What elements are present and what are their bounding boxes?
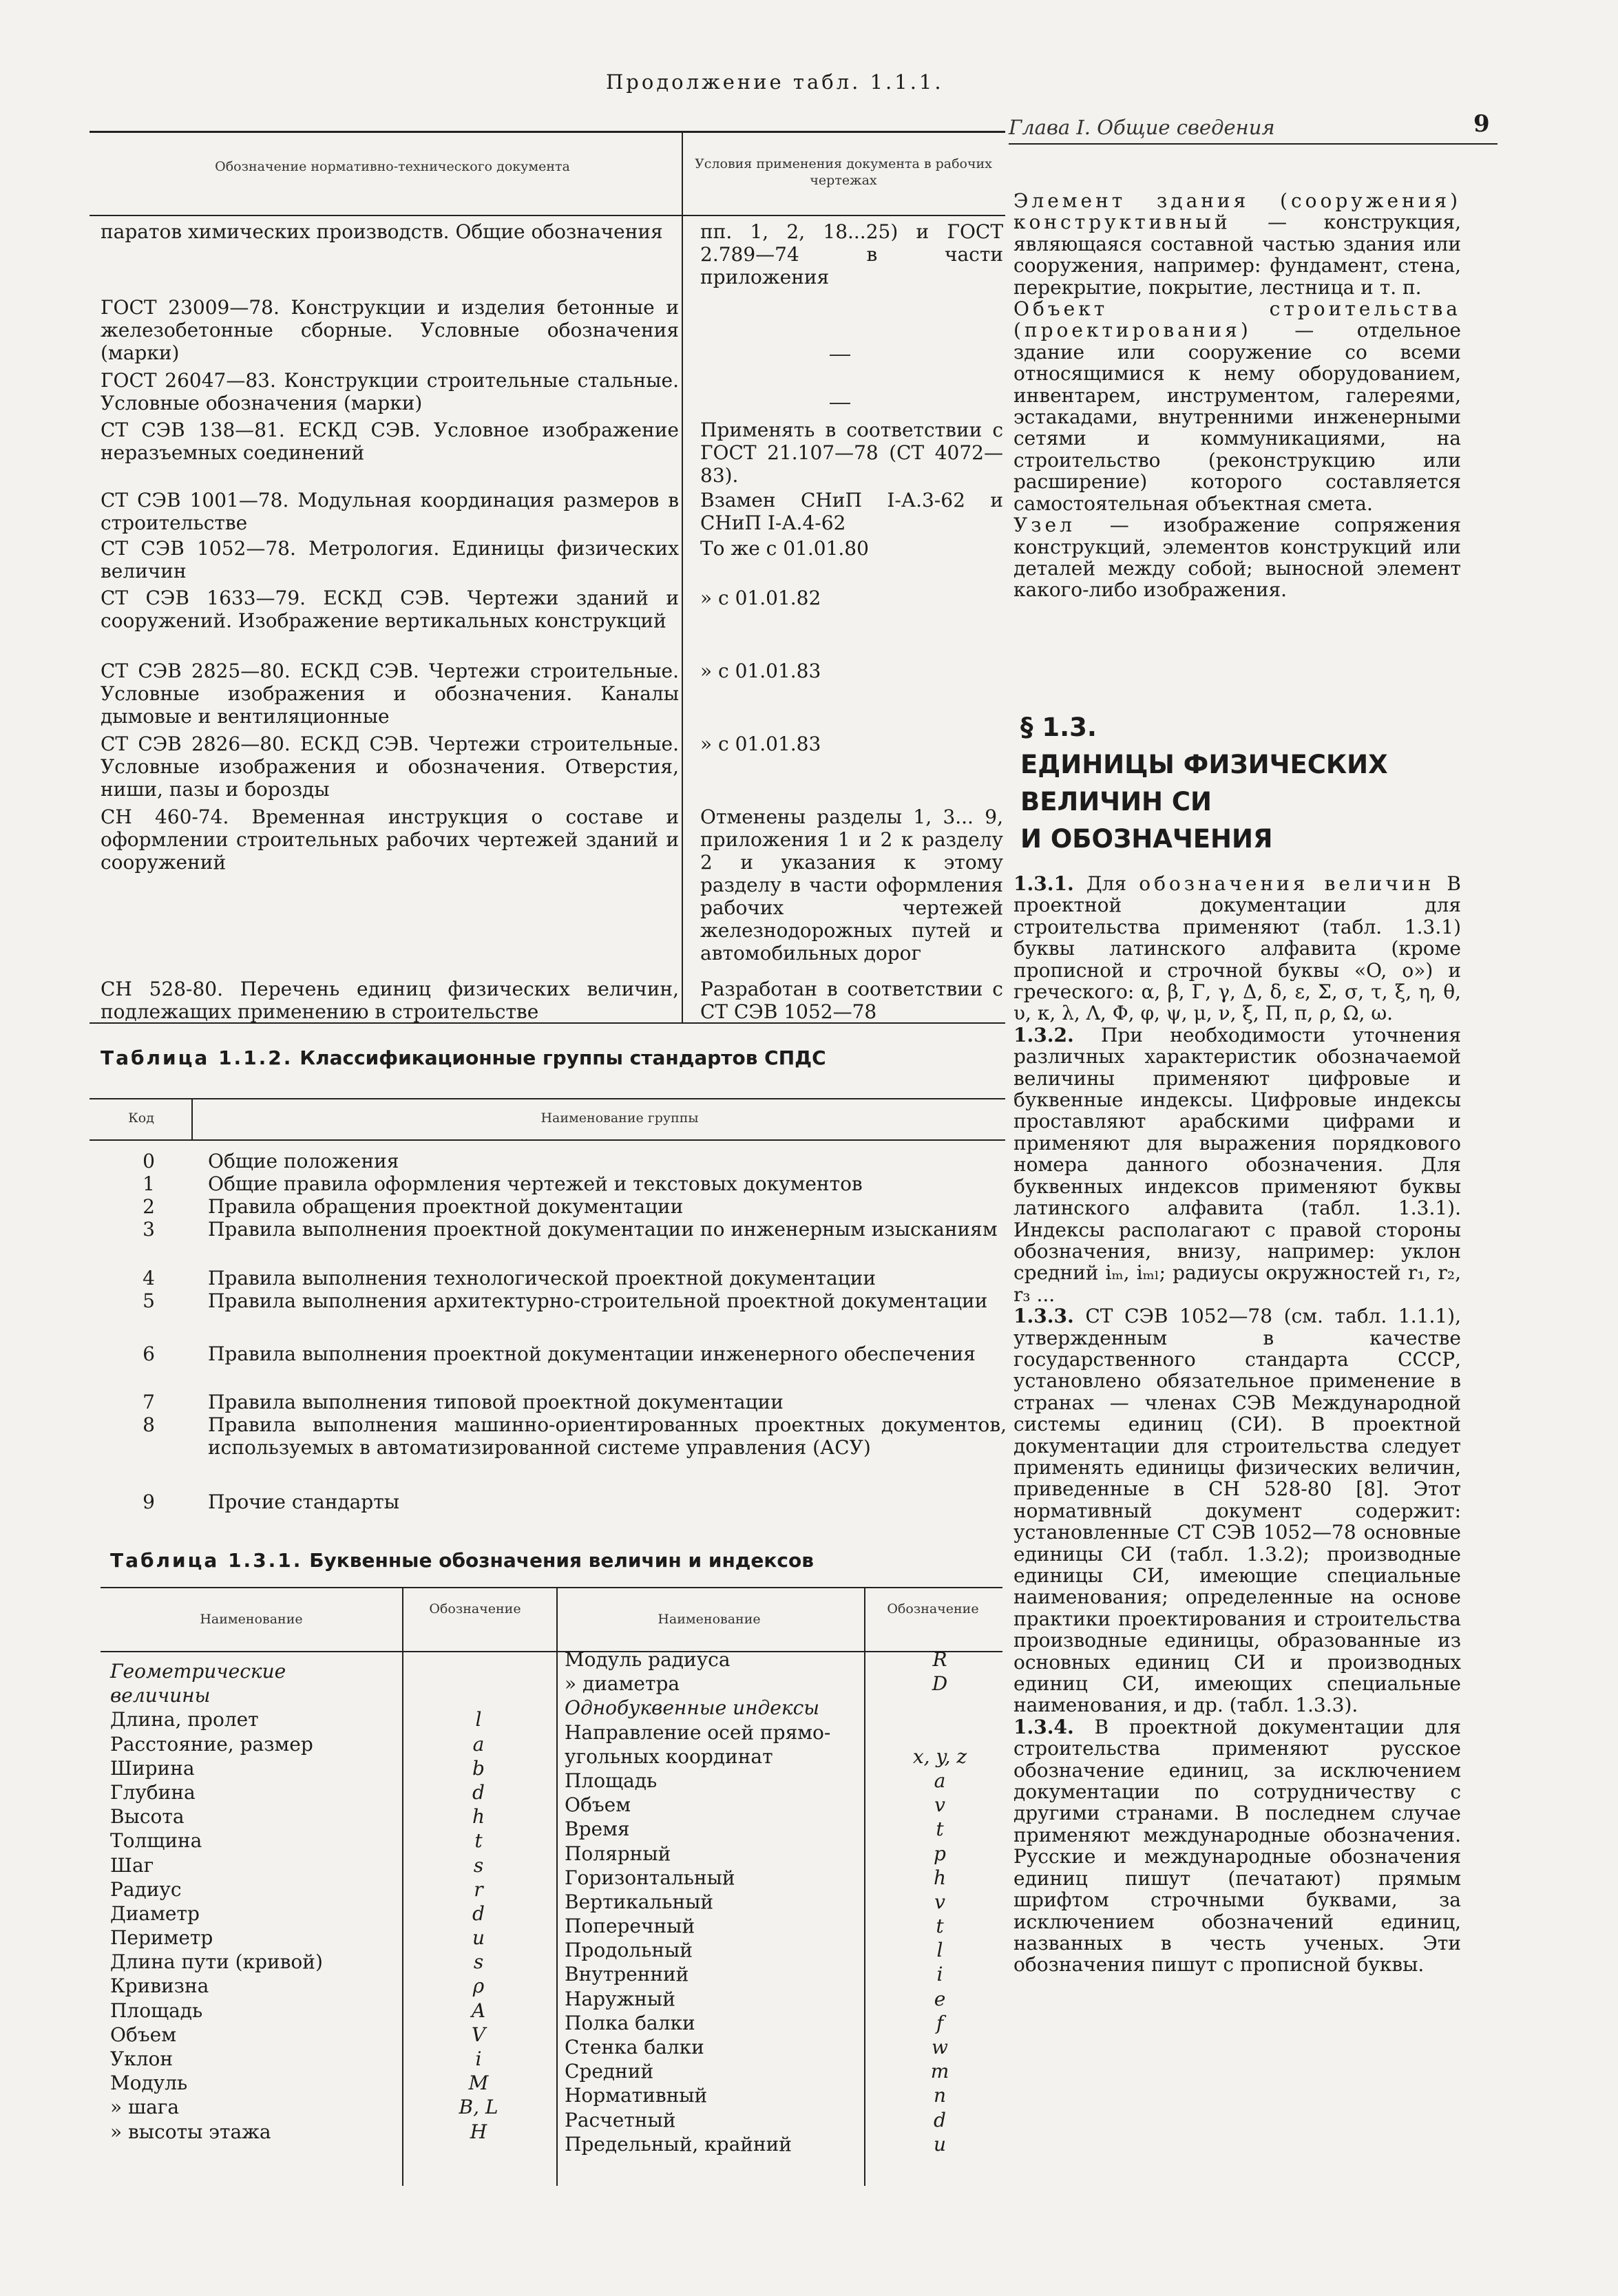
quantity-symbol: d	[472, 1902, 485, 1925]
table-1-1-2-caption	[101, 1046, 826, 1069]
table-top-rule	[90, 131, 1005, 133]
quantity-name: угольных координат	[565, 1745, 773, 1768]
table-row-dash	[830, 403, 850, 404]
table-right-symbols-column	[895, 1647, 985, 2156]
quantity-symbol: d	[472, 1780, 485, 1804]
table-row-doc: ГОСТ 26047—83. Конструкции строительные стальные. Условные обозначения (марки)	[101, 369, 679, 414]
table-column-divider	[556, 1587, 558, 2186]
quantity-name: Длина пути (кривой)	[110, 1950, 323, 1974]
quantity-name: Средний	[565, 2060, 654, 2083]
section-number: § 1.3.	[1020, 713, 1097, 742]
quantity-name: Однобуквенные индексы	[565, 1696, 820, 1720]
group-code: 1	[143, 1172, 155, 1195]
table-row-condition: » с 01.01.82	[700, 587, 821, 609]
quantity-symbol: f	[936, 2011, 944, 2034]
table-row-condition: То же с 01.01.80	[700, 537, 869, 560]
quantity-symbol: p	[934, 1842, 946, 1865]
quantity-symbol: m	[930, 2060, 949, 2083]
table-col1-header: Код	[128, 1110, 154, 1126]
table-col1-header: Обозначение нормативно-технического документа	[215, 159, 570, 174]
table-header-symbol: Обозначение	[887, 1601, 979, 1616]
table-row-doc: СТ СЭВ 138—81. ЕСКД СЭВ. Условное изображение неразъемных соединений	[101, 419, 679, 464]
group-code: 0	[143, 1150, 155, 1172]
quantity-name: Время	[565, 1818, 630, 1841]
group-code: 4	[143, 1267, 155, 1289]
quantity-symbol	[895, 1696, 985, 1720]
quantity-name: Геометрические	[110, 1660, 286, 1683]
quantity-symbol: b	[472, 1756, 485, 1780]
quantity-name: Кривизна	[110, 1974, 209, 1998]
quantity-symbol	[441, 1659, 516, 1683]
caption-text: Буквенные обозначения величин и индексов	[309, 1549, 814, 1572]
group-name: Правила выполнения архитектурно-строительной проектной документации	[208, 1289, 988, 1312]
table-column-divider	[402, 1587, 403, 2186]
quantity-name: Длина, пролет	[110, 1708, 259, 1731]
quantity-name: » высоты этажа	[110, 2120, 271, 2143]
table-row-condition: пп. 1, 2, 18...25) и ГОСТ 2.789—74 в части приложения	[700, 220, 1003, 288]
quantity-name: Вертикальный	[565, 1890, 714, 1913]
caption-text: Классификационные группы стандартов СПДС	[300, 1046, 826, 1069]
quantity-name: Периметр	[110, 1926, 213, 1950]
def-term: Элемент здания (сооружения) конструктивный	[1013, 189, 1461, 234]
table-row-condition: Применять в соответствии с ГОСТ 21.107—78 (СТ 4072—83).	[700, 419, 1003, 487]
table-row-doc: СН 528-80. Перечень единиц физических величин, подлежащих применению в строительстве	[101, 978, 679, 1023]
table-continuation-title: Продолжение табл. 1.1.1.	[606, 70, 944, 94]
quantity-symbol: l	[475, 1708, 482, 1731]
def-text: — конструкция, являющаяся составной частью здания или сооружения, например: фундамент, стена, перекрытие, покрытие, лестница и т. п.	[1013, 211, 1461, 299]
quantity-symbol: M	[468, 2072, 489, 2095]
table-col2-header: Условия применения документа в рабочих чертежах	[695, 156, 992, 188]
quantity-symbol	[441, 1683, 516, 1707]
quantity-name: Модуль	[110, 2072, 188, 2095]
table-left-names-column	[110, 1659, 399, 2144]
table-header-symbol: Обозначение	[429, 1601, 521, 1616]
table-row-doc: СТ СЭВ 1001—78. Модульная координация размеров в строительстве	[101, 489, 679, 534]
quantity-symbol: n	[933, 2084, 947, 2107]
quantity-name: Нормативный	[565, 2084, 708, 2107]
running-head-chapter: Глава I. Общие сведения	[1009, 116, 1275, 139]
quantity-symbol: u	[933, 2132, 947, 2156]
quantity-name: Толщина	[110, 1829, 202, 1853]
section-title-line: ВЕЛИЧИН СИ	[1020, 787, 1212, 817]
quantity-name: Ширина	[110, 1756, 195, 1780]
quantity-name: Поперечный	[565, 1915, 695, 1938]
quantity-symbol: B, L	[459, 2096, 498, 2119]
group-code: 8	[143, 1413, 155, 1436]
caption-number: Таблица 1.1.2.	[101, 1046, 293, 1069]
section-title-line: И ОБОЗНАЧЕНИЯ	[1020, 824, 1273, 854]
table-row-doc: СТ СЭВ 2826—80. ЕСКД СЭВ. Чертежи строительные. Условные изображения и обозначения. Отверстия, ниши, пазы и борозды	[101, 733, 679, 801]
quantity-symbol: A	[471, 1999, 486, 2022]
table-header-rule	[101, 1651, 1002, 1652]
quantity-symbol: r	[474, 1877, 483, 1901]
quantity-symbol	[895, 1720, 985, 1745]
table-row-condition: Взамен СНиП I-А.3-62 и СНиП I-А.4-62	[700, 489, 1003, 534]
quantity-name: Расстояние, размер	[110, 1732, 313, 1756]
table-row-condition: Разработан в соответствии с СТ СЭВ 1052—78	[700, 978, 1003, 1023]
paragraph-1-3-2: При необходимости уточнения различных характеристик обозначаемой величины применяют цифровые и буквенные индексы. Цифровые индексы проставляют арабскими цифрами и применяют для выражения порядкового номера данного обозначения. Для буквенных индексов применяют буквы латинского алфавита (табл. 1.3.1). Индексы располагают с правой стороны обозначения, внизу, например: уклон средний iₘ, iₘₗ; радиусы окружностей r₁, r₂, r₃ ...	[1013, 1023, 1462, 1306]
running-head-rule	[1009, 143, 1498, 145]
group-code: 9	[143, 1491, 155, 1513]
quantity-name: Полка балки	[565, 2011, 695, 2034]
table-header-rule	[90, 215, 1005, 216]
section-heading	[1020, 709, 1388, 858]
quantity-symbol: t	[936, 1818, 944, 1841]
quantity-name: Направление осей прямо-	[565, 1720, 831, 1744]
quantity-name: Диаметр	[110, 1902, 200, 1925]
quantity-symbol: v	[934, 1793, 945, 1817]
table-row-dash	[830, 355, 850, 356]
table-row-doc: ГОСТ 23009—78. Конструкции и изделия бетонные и железобетонные сборные. Условные обозначения (марки)	[101, 296, 679, 364]
quantity-name: Расчетный	[565, 2108, 676, 2131]
quantity-name: » шага	[110, 2096, 180, 2119]
group-name: Прочие стандарты	[208, 1491, 400, 1513]
quantity-symbol: d	[934, 2108, 946, 2131]
group-name: Правила выполнения машинно-ориентированных проектных документов, используемых в автоматизированной системе управления (АСУ)	[208, 1413, 1007, 1459]
quantity-symbol: i	[936, 1963, 943, 1986]
quantity-symbol: w	[932, 2036, 948, 2058]
quantity-name: Объем	[110, 2023, 176, 2046]
paragraph-1-3-1: В проектной документации для строительства применяют (табл. 1.3.1) буквы латинского алфавита (кроме прописной и строчной буквы «O, o») и греческого: α, β, Γ, γ, Δ, δ, ε, Σ, σ, τ, ξ, η, θ, υ, κ, λ, Λ, Φ, φ, ψ, μ, ν, ξ, Π, π, ρ, Ω, ω.	[1013, 872, 1461, 1025]
group-code: 7	[143, 1391, 155, 1413]
group-name: Правила выполнения технологической проектной документации	[208, 1267, 876, 1289]
table-left-symbols-column	[441, 1659, 516, 2144]
group-name: Общие положения	[208, 1150, 399, 1172]
quantity-name: Внутренний	[565, 1963, 689, 1986]
definitions-block	[1013, 190, 1461, 601]
table-top-rule	[101, 1587, 1002, 1588]
section-paragraphs: 1.3.1. Для обозначения величин В проектной документации для строительства применяют (табл. 1.3.1) буквы латинского алфавита (кроме прописной и строчной буквы «O, o») и греческого: α, β, Γ, γ, Δ, δ, ε, Σ, σ, τ, ξ, η, θ, υ, κ, λ, Λ, Φ, φ, ψ, μ, ν, ξ, Π, π, ρ, Ω, ω. 1.3.2. При необходимости уточнения различных характеристик обозначаемой величины применяют цифровые и буквенные индексы. Цифровые индексы проставляют арабскими цифрами и применяют для выражения порядкового номера данного обозначения. Для буквенных индексов применяют буквы латинского алфавита (табл. 1.3.1). Индексы располагают с правой стороны обозначения, внизу, например: уклон средний iₘ, iₘₗ; радиусы окружностей r₁, r₂, r₃ ... 1.3.3. СТ СЭВ 1052—78 (см. табл. 1.1.1), утвержденным в качестве государственного стандарта СССР, установлено обязательное применение в странах — членах СЭВ Международной системы единиц (СИ). В проектной документации для строительства следует применять единицы физических величин, приведенные в СН 528-80 [8]. Этот нормативный документ содержит: установленные СТ СЭВ 1052—78 основные единицы СИ (табл. 1.3.2); производные единицы СИ, имеющие специальные наименования; определенные на основе практики проектирования и строительства производные единицы, образованные из основных единиц СИ и производных единиц СИ, имеющих специальные наименования, и др. (табл. 1.3.3). 1.3.4. В проектной документации для строительства применяют русское обозначение единиц, за исключением документации по сотрудничеству с другими странами. В последнем случае применяют международные обозначения. Русские и международные обозначения единиц пишут (печатают) прямым шрифтом строчными буквами, за исключением обозначений единиц, названных в честь ученых. Эти обозначения пишут с прописной буквы.	[1013, 872, 1462, 1977]
quantity-name: величины	[110, 1684, 211, 1707]
table-header-name: Наименование	[200, 1612, 303, 1627]
quantity-symbol: H	[470, 2120, 487, 2143]
group-code: 5	[143, 1289, 155, 1312]
quantity-name: Высота	[110, 1805, 185, 1829]
quantity-name: Радиус	[110, 1877, 182, 1901]
section-title-line: ЕДИНИЦЫ ФИЗИЧЕСКИХ	[1020, 750, 1388, 779]
quantity-symbol: ρ	[472, 1974, 485, 1998]
quantity-name: Стенка балки	[565, 2036, 704, 2058]
quantity-symbol: e	[934, 1987, 946, 2010]
table-row-condition: Отменены разделы 1, 3... 9, приложения 1 и 2 к разделу 2 и указания к этому разделу в части оформления рабочих чертежей железнодорожных путей и автомобильных дорог	[700, 805, 1003, 965]
group-name: Правила обращения проектной документации	[208, 1195, 684, 1218]
quantity-name: Глубина	[110, 1780, 196, 1804]
quantity-name: Наружный	[565, 1987, 675, 2010]
quantity-name: » диаметра	[565, 1672, 680, 1696]
quantity-symbol: h	[933, 1866, 947, 1889]
quantity-symbol: V	[471, 2023, 486, 2046]
quantity-symbol: t	[936, 1915, 944, 1938]
quantity-name: Продольный	[565, 1939, 693, 1962]
group-name: Правила выполнения проектной документации по инженерным изысканиям	[208, 1218, 998, 1241]
group-name: Правила выполнения типовой проектной документации	[208, 1391, 784, 1413]
table-row-doc: СН 460-74. Временная инструкция о составе и оформлении строительных рабочих чертежей зданий и сооружений	[101, 805, 679, 874]
table-header-name: Наименование	[658, 1612, 761, 1627]
quantity-name: Полярный	[565, 1842, 671, 1865]
table-row-doc: СТ СЭВ 2825—80. ЕСКД СЭВ. Чертежи строительные. Условные изображения и обозначения. Каналы дымовые и вентиляционные	[101, 660, 679, 728]
quantity-symbol: v	[934, 1890, 945, 1913]
table-col2-header: Наименование группы	[540, 1110, 699, 1126]
table-column-divider	[191, 1098, 193, 1139]
quantity-symbol: s	[473, 1853, 484, 1877]
quantity-name: Площадь	[110, 1999, 203, 2022]
quantity-name: Предельный, крайний	[565, 2132, 792, 2156]
group-code: 6	[143, 1342, 155, 1365]
group-name: Правила выполнения проектной документации инженерного обеспечения	[208, 1342, 976, 1365]
quantity-symbol: i	[475, 2047, 482, 2070]
group-name: Общие правила оформления чертежей и текстовых документов	[208, 1172, 863, 1195]
table-1-3-1-caption	[110, 1549, 814, 1572]
quantity-symbol: t	[474, 1829, 483, 1853]
table-top-rule	[90, 1098, 1005, 1099]
table-row-condition: » с 01.01.83	[700, 660, 821, 682]
quantity-name: Площадь	[565, 1769, 658, 1792]
quantity-name: Модуль радиуса	[565, 1648, 731, 1671]
quantity-symbol: s	[473, 1950, 484, 1974]
quantity-symbol: h	[472, 1805, 485, 1829]
quantity-name: Шаг	[110, 1853, 154, 1877]
table-row-doc: паратов химических производств. Общие обозначения	[101, 220, 663, 243]
quantity-symbol: l	[936, 1939, 943, 1962]
paragraph-1-3-4: В проектной документации для строительства применяют русское обозначение единиц, за исключением документации по сотрудничеству с другими странами. В последнем случае применяют международные обозначения. Русские и международные обозначения единиц пишут (печатают) прямым шрифтом строчными буквами, за исключением обозначений единиц, названных в честь ученых. Эти обозначения пишут с прописной буквы.	[1013, 1715, 1461, 1977]
quantity-symbol: u	[472, 1926, 485, 1950]
def-text: — изображение сопряжения конструкций, элементов конструкций или деталей между собой; выносной элемент какого-либо изображения.	[1013, 514, 1461, 602]
quantity-symbol: D	[932, 1672, 948, 1696]
table-header-rule	[90, 1139, 1005, 1141]
quantity-symbol: a	[472, 1732, 485, 1756]
table-column-divider	[682, 131, 683, 1022]
page-number: 9	[1473, 110, 1490, 138]
caption-number: Таблица 1.3.1.	[110, 1549, 303, 1572]
table-row-condition: » с 01.01.83	[700, 733, 821, 755]
paragraph-1-3-3: СТ СЭВ 1052—78 (см. табл. 1.1.1), утвержденным в качестве государственного стандарта СССР, установлено обязательное применение в странах — членах СЭВ Международной системы единиц (СИ). В проектной документации для строительства следует применять единицы физических величин, приведенные в СН 528-80 [8]. Этот нормативный документ содержит: установленные СТ СЭВ 1052—78 основные единицы СИ (табл. 1.3.2); производные единицы СИ, имеющие специальные наименования; определенные на основе практики проектирования и строительства производные единицы, образованные из основных единиц СИ и производных единиц СИ, имеющих специальные наименования, и др. (табл. 1.3.3).	[1013, 1305, 1461, 1717]
table-row-doc: СТ СЭВ 1633—79. ЕСКД СЭВ. Чертежи зданий и сооружений. Изображение вертикальных конструкций	[101, 587, 679, 632]
quantity-symbol: R	[932, 1648, 947, 1671]
table-right-names-column	[565, 1647, 861, 2156]
quantity-symbol: x, y, z	[912, 1745, 967, 1768]
quantity-name: Объем	[565, 1793, 631, 1817]
def-term: Узел	[1013, 514, 1075, 537]
group-code: 3	[143, 1218, 155, 1241]
quantity-name: Уклон	[110, 2047, 174, 2070]
table-row-doc: СТ СЭВ 1052—78. Метрология. Единицы физических величин	[101, 537, 679, 582]
def-term: Объект строительства (проектирования)	[1013, 297, 1461, 342]
def-text: — отдельное здание или сооружение со всеми относящимися к нему оборудованием, инвентарем, инструментом, галереями, эстакадами, внутренними инженерными сетями и коммуникациями, на строительство (реконструкцию или расширение) которого составляется самостоятельная объектная смета.	[1013, 319, 1461, 515]
table-column-divider	[864, 1587, 865, 2186]
quantity-name: Горизонтальный	[565, 1866, 735, 1889]
group-code: 2	[143, 1195, 155, 1218]
quantity-symbol: a	[934, 1769, 946, 1792]
